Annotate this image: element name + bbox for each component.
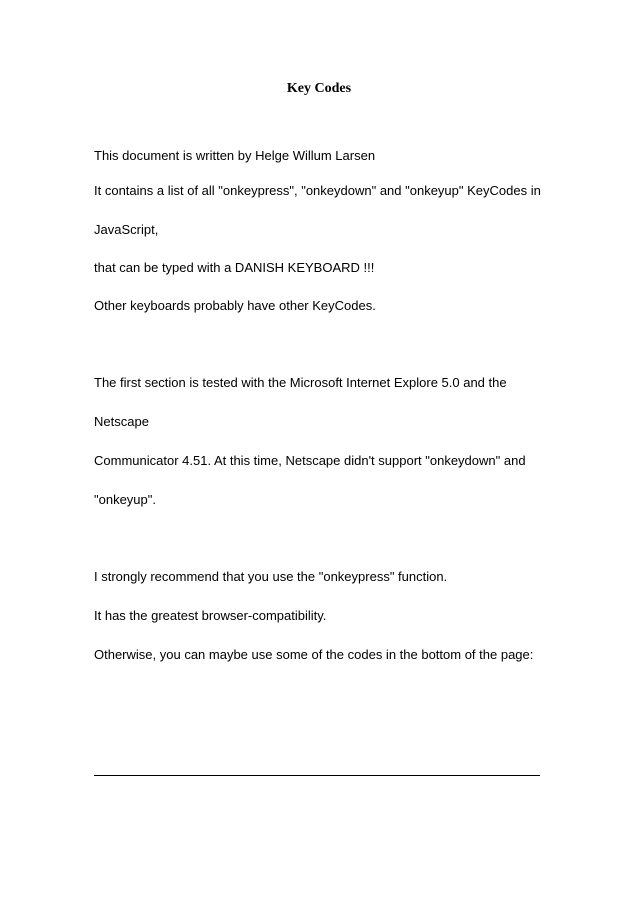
text-line-netscape: Netscape [94,414,149,429]
text-line-contents: It contains a list of all "onkeypress", "onkeydown" and "onkeyup" KeyCodes in [94,183,541,198]
text-line-author: This document is written by Helge Willum Larsen [94,148,376,163]
text-line-danish-keyboard: that can be typed with a DANISH KEYBOARD !!! [94,260,375,275]
text-line-javascript: JavaScript, [94,222,159,237]
text-line-onkeyup: "onkeyup". [94,492,156,507]
text-line-compatibility: It has the greatest browser-compatibility. [94,608,327,623]
text-line-communicator: Communicator 4.51. At this time, Netscape didn't support "onkeydown" and [94,453,526,468]
text-line-otherwise: Otherwise, you can maybe use some of the codes in the bottom of the page: [94,647,534,662]
text-line-other-keyboards: Other keyboards probably have other KeyCodes. [94,298,376,313]
document-title: Key Codes [286,81,352,96]
text-line-first-section: The first section is tested with the Microsoft Internet Explore 5.0 and the [94,375,507,390]
text-line-recommend: I strongly recommend that you use the "onkeypress" function. [94,569,448,584]
horizontal-rule [94,775,540,776]
